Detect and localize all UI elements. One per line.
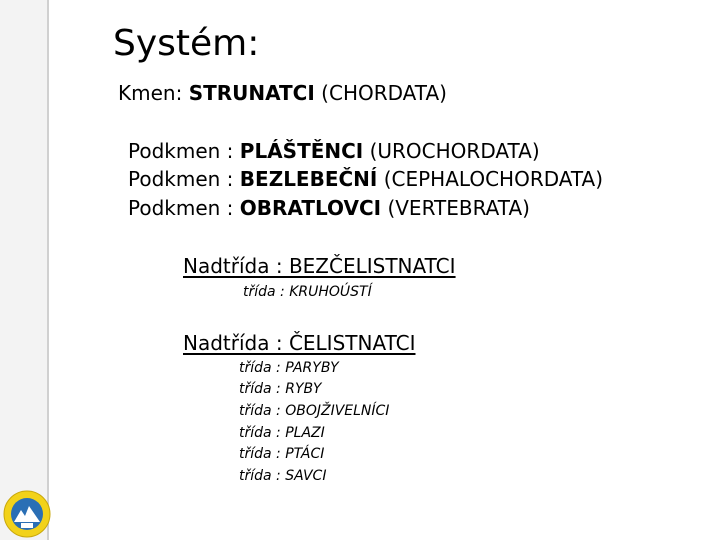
- kmen-name: STRUNATCI: [188, 81, 315, 105]
- podkmen-line: [128, 138, 540, 164]
- podkmen-prefix: Podkmen :: [128, 196, 240, 220]
- kmen-prefix: Kmen:: [118, 81, 189, 105]
- nadtrida-heading: Nadtřída : ČELISTNATCI: [183, 331, 416, 355]
- podkmen-latin: (CEPHALOCHORDATA): [377, 167, 604, 191]
- trida-item: třída : PARYBY: [239, 360, 339, 376]
- podkmen-line: [128, 166, 603, 192]
- podkmen-latin: (UROCHORDATA): [363, 139, 540, 163]
- page-title: Systém:: [113, 23, 260, 64]
- school-emblem-icon: [3, 490, 51, 538]
- kmen-line: [118, 80, 447, 106]
- podkmen-name: BEZLEBEČNÍ: [239, 167, 378, 191]
- podkmen-line: [128, 195, 530, 221]
- trida-item: třída : RYBY: [239, 381, 322, 397]
- nadtrida-heading: Nadtřída : BEZČELISTNATCI: [183, 254, 456, 278]
- trida-item: třída : PTÁCI: [239, 446, 325, 462]
- podkmen-latin: (VERTEBRATA): [381, 196, 530, 220]
- podkmen-name: PLÁŠTĚNCI: [239, 139, 364, 163]
- trida-item: třída : OBOJŽIVELNÍCI: [239, 403, 390, 419]
- podkmen-name: OBRATLOVCI: [239, 196, 382, 220]
- podkmen-prefix: Podkmen :: [128, 139, 240, 163]
- trida-item: třída : KRUHOÚSTÍ: [243, 284, 372, 300]
- kmen-latin: (CHORDATA): [314, 81, 447, 105]
- trida-item: třída : SAVCI: [239, 468, 327, 484]
- podkmen-prefix: Podkmen :: [128, 167, 240, 191]
- trida-item: třída : PLAZI: [239, 425, 325, 441]
- slide-sidebar: [0, 0, 49, 540]
